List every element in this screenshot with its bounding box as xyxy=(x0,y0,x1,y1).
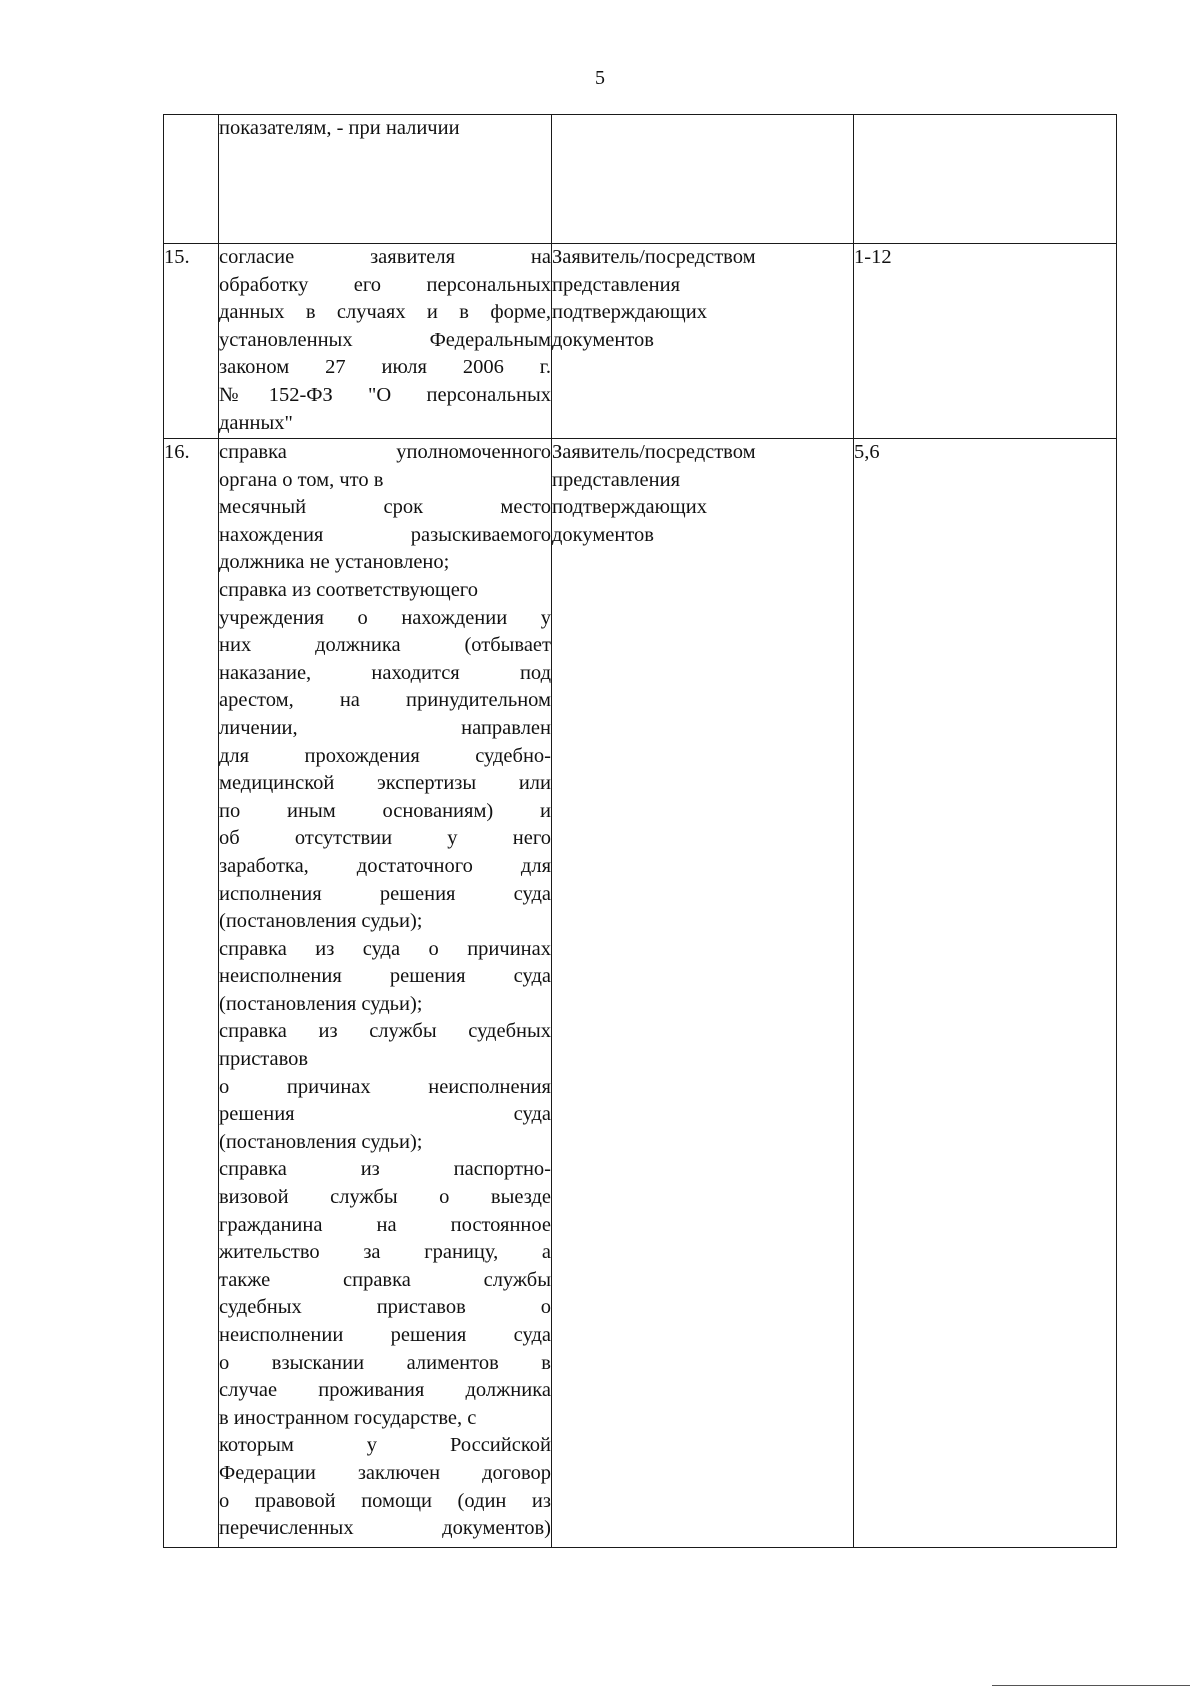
text-line: о причинах неисполнения xyxy=(219,1075,551,1098)
text-line: об отсутствии у него xyxy=(219,827,551,850)
text-line: месячный срок место xyxy=(219,496,551,519)
text-line: о правовой помощи (один из xyxy=(219,1489,551,1512)
text-line: наказание, находится под xyxy=(219,661,551,684)
text-line: визовой службы о выезде xyxy=(219,1186,551,1209)
table-row xyxy=(164,244,1117,439)
text-line: учреждения о нахождении у xyxy=(219,606,551,629)
page-number: 5 xyxy=(595,67,605,89)
text-line: медицинской экспертизы или xyxy=(219,772,551,795)
source-cell xyxy=(552,439,854,1548)
text-line: №152-ФЗ "О персональных xyxy=(219,383,551,406)
text-line: о взыскании алиментов в xyxy=(219,1351,551,1374)
text-line: по иным основаниям) и xyxy=(219,799,551,822)
text-line: Заявитель/посредством xyxy=(552,441,756,463)
text-line: представления xyxy=(552,273,680,296)
text-line: решения суда xyxy=(219,1103,551,1126)
text-line: заработка, достаточного для xyxy=(219,854,551,877)
text-line: справка уполномоченного xyxy=(219,441,551,463)
text-line: документов xyxy=(552,328,654,351)
documents-table xyxy=(163,114,1117,1548)
row-number-cell: 16. xyxy=(164,439,219,1548)
text-line: законом 27 июля 2006 г. xyxy=(219,356,551,379)
source-cell xyxy=(552,244,854,439)
text-line: для прохождения судебно- xyxy=(219,744,551,767)
document-cell xyxy=(219,439,552,1548)
text-line: судебных приставов о xyxy=(219,1296,551,1319)
text-line: данных в случаях и в форме, xyxy=(219,301,551,324)
text-line: согласие заявителя на xyxy=(219,246,551,268)
row-number-cell xyxy=(164,115,219,244)
text-line: в иностранном государстве, с xyxy=(219,1406,477,1429)
text-line: справка из соответствующего xyxy=(219,578,478,601)
text-line: справка из службы судебных xyxy=(219,1020,551,1043)
document-cell xyxy=(219,115,552,244)
text-line: исполнения решения суда xyxy=(219,882,551,905)
text-line: (постановления судьи); xyxy=(219,992,423,1015)
footer-rule xyxy=(992,1685,1190,1686)
text-line: справка из суда о причинах xyxy=(219,937,551,960)
text-line: подтверждающих xyxy=(552,301,707,324)
text-line: неисполнения решения суда xyxy=(219,965,551,988)
text-line: данных" xyxy=(219,411,293,434)
text-line: установленных Федеральным xyxy=(219,328,551,351)
text-line: также справка службы xyxy=(219,1268,551,1291)
row-number-cell: 15. xyxy=(164,244,219,439)
document-cell xyxy=(219,244,552,439)
table-row xyxy=(164,439,1117,1548)
text-line: приставов xyxy=(219,1048,309,1071)
text-line: подтверждающих xyxy=(552,496,707,519)
reference-cell: 1-12 xyxy=(854,244,1117,439)
text-line: нахождения разыскиваемого xyxy=(219,523,551,546)
text-line: Заявитель/посредством xyxy=(552,246,756,268)
text-line: личении, направлен xyxy=(219,716,551,739)
text-line: перечисленных документов) xyxy=(219,1517,551,1540)
text-line: арестом, на принудительном xyxy=(219,689,551,712)
text-line: представления xyxy=(552,468,680,491)
text-line: жительство за границу, а xyxy=(219,1241,551,1264)
text-line: должника не установлено; xyxy=(219,551,450,574)
text-line: гражданина на постоянное xyxy=(219,1213,551,1236)
reference-cell: 5,6 xyxy=(854,439,1117,1548)
text-line: случае проживания должника xyxy=(219,1379,551,1402)
text-line: органа о том, что в xyxy=(219,468,384,491)
text-line: справка из паспортно- xyxy=(219,1158,551,1181)
reference-cell xyxy=(854,115,1117,244)
table-row xyxy=(164,115,1117,244)
text-line: показателям, - при наличии xyxy=(219,117,460,139)
source-cell xyxy=(552,115,854,244)
text-line: Федерации заключен договор xyxy=(219,1461,551,1484)
text-line: документов xyxy=(552,523,654,546)
text-line: (постановления судьи); xyxy=(219,1130,423,1153)
text-line: обработку его персональных xyxy=(219,273,551,296)
text-line: которым у Российской xyxy=(219,1434,551,1457)
text-line: (постановления судьи); xyxy=(219,910,423,933)
text-line: неисполнении решения суда xyxy=(219,1324,551,1346)
text-line: них должника (отбывает xyxy=(219,634,551,657)
